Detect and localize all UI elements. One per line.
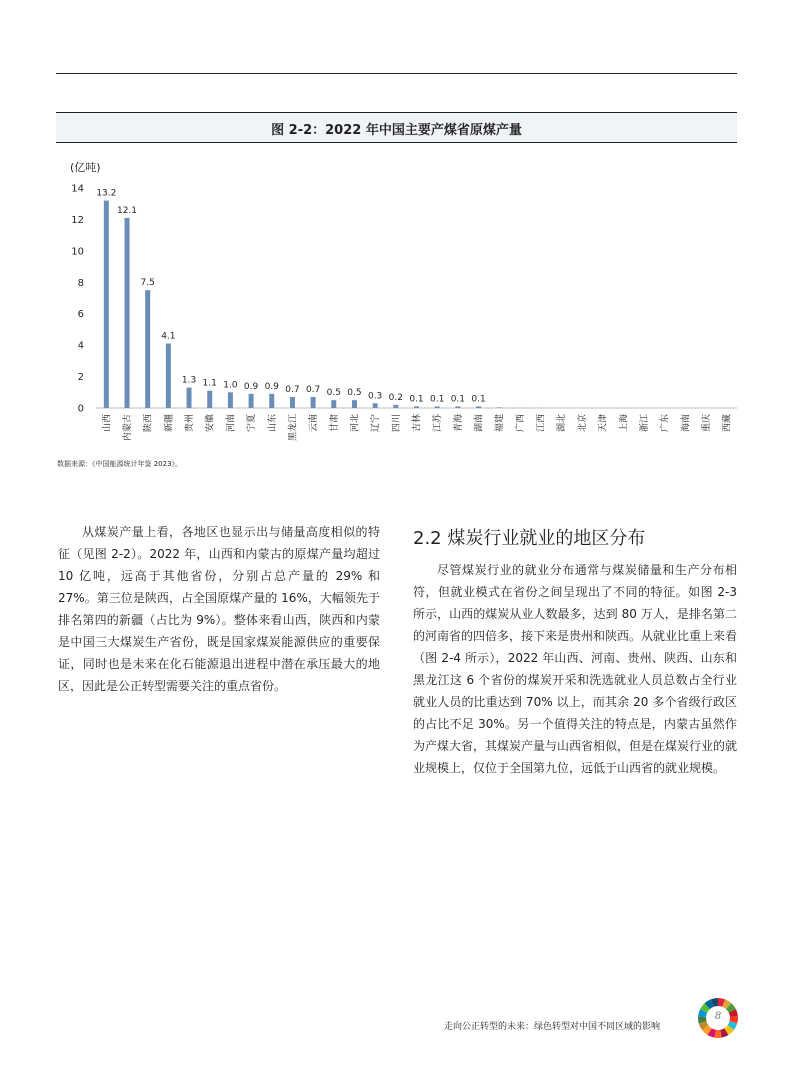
y-axis-unit-label: (亿吨) <box>70 161 101 174</box>
y-tick-label: 2 <box>77 372 84 384</box>
x-tick-label-河南: 河南 <box>226 414 237 433</box>
bar-四川 <box>393 405 398 408</box>
x-tick-label-吉林: 吉林 <box>412 414 423 433</box>
data-label-黑龙江: 0.7 <box>285 385 300 395</box>
y-tick-label: 0 <box>77 403 84 415</box>
figure-title: 图 2-2：2022 年中国主要产煤省原煤产量 <box>271 123 522 138</box>
data-label-辽宁: 0.3 <box>367 391 383 402</box>
bar-青海 <box>455 406 460 408</box>
x-tick-label-西藏: 西藏 <box>722 414 733 433</box>
x-tick-label-宁夏: 宁夏 <box>247 414 258 433</box>
bar-新疆 <box>166 344 171 408</box>
bar-河南 <box>228 392 233 408</box>
bar-湖南 <box>476 406 481 408</box>
x-tick-label-北京: 北京 <box>577 414 588 433</box>
data-label-新疆: 4.1 <box>161 331 176 342</box>
data-label-云南: 0.7 <box>305 385 321 395</box>
x-tick-label-河北: 河北 <box>350 414 361 433</box>
x-tick-label-江西: 江西 <box>536 414 547 433</box>
data-label-四川: 0.2 <box>388 392 403 403</box>
x-tick-label-陕西: 陕西 <box>143 414 154 433</box>
section-paragraph: 尽管煤炭行业的就业分布通常与煤炭储量和生产分布相符，但就业模式在省份之间呈现出了不同的特征。如图 2-3 所示，山西的煤炭从业人数最多，达到 80 万人，是排名第二的河南省的四倍多，接下来是贵州和陕西。从就业比重上来看（图 2-4 所示），2022 年山西、河南、贵州、陕西、山东和黑龙江这 6 个省份的煤炭开采和洗选就业人员总数占全行业就业人员的比重达到 70% 以上，而其余 20 多个省级行政区的占比不足 30%。另一个值得关注的特点是，内蒙古虽然作为产煤大省，其煤炭产量与山西省相似，但是在煤炭行业的就业规模上，仅位于全国第九位，远低于山西省的就业规模。 <box>413 563 738 775</box>
x-tick-label-上海: 上海 <box>619 414 630 433</box>
x-tick-label-云南: 云南 <box>309 414 320 433</box>
y-tick-label: 8 <box>77 277 84 289</box>
x-tick-label-福建: 福建 <box>495 414 506 433</box>
x-tick-label-海南: 海南 <box>681 414 692 433</box>
x-tick-label-贵州: 贵州 <box>185 414 196 433</box>
data-label-甘肃: 0.5 <box>326 388 341 399</box>
bar-安徽 <box>207 391 212 408</box>
x-tick-label-黑龙江: 黑龙江 <box>288 414 299 442</box>
data-label-安徽: 1.1 <box>202 378 217 389</box>
y-tick-label: 10 <box>71 246 84 258</box>
y-tick-label: 14 <box>71 183 84 195</box>
x-tick-label-广东: 广东 <box>660 414 671 433</box>
bar-云南 <box>311 397 316 408</box>
data-label-宁夏: 0.9 <box>243 381 259 392</box>
x-tick-label-安徽: 安徽 <box>205 414 216 433</box>
x-tick-label-湖北: 湖北 <box>557 414 568 433</box>
data-label-内蒙古: 12.1 <box>116 205 138 216</box>
data-label-吉林: 0.1 <box>409 394 424 405</box>
bar-江苏 <box>435 406 440 408</box>
x-tick-label-甘肃: 甘肃 <box>329 414 340 433</box>
bar-山东 <box>269 394 274 408</box>
data-label-青海: 0.1 <box>450 394 466 405</box>
bar-河北 <box>352 400 357 408</box>
data-label-陕西: 7.5 <box>140 278 155 289</box>
x-tick-label-青海: 青海 <box>453 414 464 433</box>
y-tick-label: 6 <box>77 309 84 321</box>
data-label-山东: 0.9 <box>264 381 279 392</box>
bar-内蒙古 <box>125 218 130 408</box>
x-tick-label-天津: 天津 <box>598 414 609 433</box>
bar-宁夏 <box>249 394 254 408</box>
bar-辽宁 <box>373 403 378 408</box>
x-tick-label-浙江: 浙江 <box>639 414 650 433</box>
data-label-河北: 0.5 <box>347 388 362 399</box>
data-label-湖南: 0.1 <box>471 394 486 405</box>
section-heading: 2.2 煤炭行业就业的地区分布 <box>413 528 646 549</box>
x-tick-label-辽宁: 辽宁 <box>371 414 382 433</box>
x-tick-label-四川: 四川 <box>391 414 402 433</box>
data-label-山西: 13.2 <box>96 188 117 199</box>
x-tick-label-山西: 山西 <box>102 414 113 433</box>
bar-山西 <box>104 201 109 408</box>
source-note: 数据来源：《中国能源统计年鉴 2023》。 <box>57 460 183 468</box>
data-label-河南: 1.0 <box>223 380 238 391</box>
x-tick-label-广西: 广西 <box>515 414 526 433</box>
x-tick-label-新疆: 新疆 <box>164 414 175 433</box>
bar-黑龙江 <box>290 397 295 408</box>
footer-title: 走向公正转型的未来：绿色转型对中国不同区域的影响 <box>444 1022 661 1032</box>
data-label-贵州: 1.3 <box>181 375 197 386</box>
left-paragraph: 从煤炭产量上看，各地区也显示出与储量高度相似的特征（见图 2-2）。2022 年，山西和内蒙古的原煤产量均超过 10 亿吨，远高于其他省份，分别占总产量的 29% 和 27%。第三位是陕西，占全国原煤产量的 16%，大幅领先于排名第四的新疆（占比为 9%）。整体来看山西，陕西和内蒙是中国三大煤炭生产省份，既是国家煤炭能源供应的重要保证，同时也是未来在化石能源退出进程中潜在承压最大的地区，因此是公正转型需要关注的重点省份。 <box>58 525 380 693</box>
data-label-江苏: 0.1 <box>430 394 445 405</box>
x-tick-label-江苏: 江苏 <box>433 414 444 433</box>
bar-福建 <box>497 407 502 408</box>
page-number: 8 <box>714 1011 722 1022</box>
coal-output-bar-chart <box>0 0 793 470</box>
y-tick-label: 4 <box>77 340 84 352</box>
x-tick-label-山东: 山东 <box>267 414 278 433</box>
bar-陕西 <box>145 290 150 408</box>
bar-贵州 <box>187 388 192 408</box>
y-tick-label: 12 <box>71 214 84 226</box>
x-tick-label-内蒙古: 内蒙古 <box>123 414 134 442</box>
bar-吉林 <box>414 406 419 408</box>
x-tick-label-重庆: 重庆 <box>701 414 712 433</box>
bar-甘肃 <box>331 400 336 408</box>
x-tick-label-湖南: 湖南 <box>474 414 485 433</box>
